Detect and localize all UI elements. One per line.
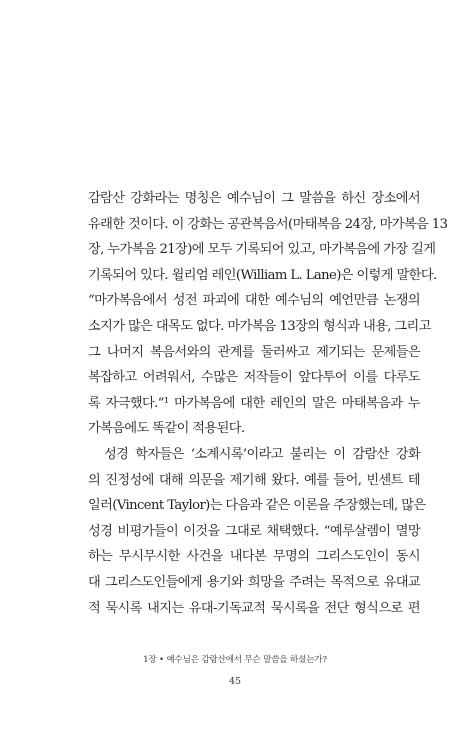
- text-line: “마가복음에서 성전 파괴에 대한 예수님의 예언만큼 논쟁의: [88, 293, 420, 309]
- text-line: 성경 비평가들이 이것을 그대로 채택했다. “예루살렘이 멸망: [88, 523, 420, 539]
- text-line: 기록되어 있다. 윌리엄 레인(William L. Lane)은 이렇게 말한다.: [88, 267, 437, 283]
- text-line: 감람산 강화라는 명칭은 예수님이 그 말씀을 하신 장소에서: [88, 191, 420, 206]
- text-line: 대 그리스도인들에게 용기와 희망을 주려는 목적으로 유대교: [88, 574, 420, 590]
- body-text: [88, 186, 448, 621]
- page-number: 45: [228, 676, 242, 687]
- text-line: 복잡하고 어려워서, 수많은 저작들이 앞다투어 이를 다루도: [88, 370, 420, 386]
- text-line: 장, 누가복음 21장)에 모두 기록되어 있고, 마가복음에 가장 길게: [88, 242, 436, 258]
- text-line: 록 자극했다.”¹ 마가복음에 대한 레인의 말은 마태복음과 누: [88, 395, 420, 411]
- text-line: 그 나머지 복음서와의 관계를 둘러싸고 제기되는 문제들은: [88, 344, 420, 360]
- text-line: 적 묵시록 내지는 유대-기독교적 묵시록을 전단 형식으로 편: [88, 600, 420, 616]
- text-line-paragraph-end: 가복음에도 똑같이 적용된다.: [88, 421, 245, 437]
- text-line: 소지가 많은 대목도 없다. 마가복음 13장의 형식과 내용, 그리고: [88, 318, 431, 334]
- text-line: 일러(Vincent Taylor)는 다음과 같은 이론을 주장했는데, 많은: [88, 498, 426, 514]
- text-line: 하는 무시무시한 사건을 내다본 무명의 그리스도인이 동시: [88, 549, 420, 565]
- text-line-paragraph-start: 성경 학자들은 ‘소계시록’이라고 불리는 이 감람산 강화: [104, 446, 420, 462]
- running-head: 1장 • 예수님은 감람산에서 무슨 말씀을 하셨는가?: [143, 655, 327, 665]
- text-line: 의 진정성에 대해 의문을 제기해 왔다. 예를 들어, 빈센트 테: [88, 472, 420, 488]
- text-line: 유래한 것이다. 이 강화는 공관복음서(마태복음 24장, 마가복음 13: [88, 216, 448, 232]
